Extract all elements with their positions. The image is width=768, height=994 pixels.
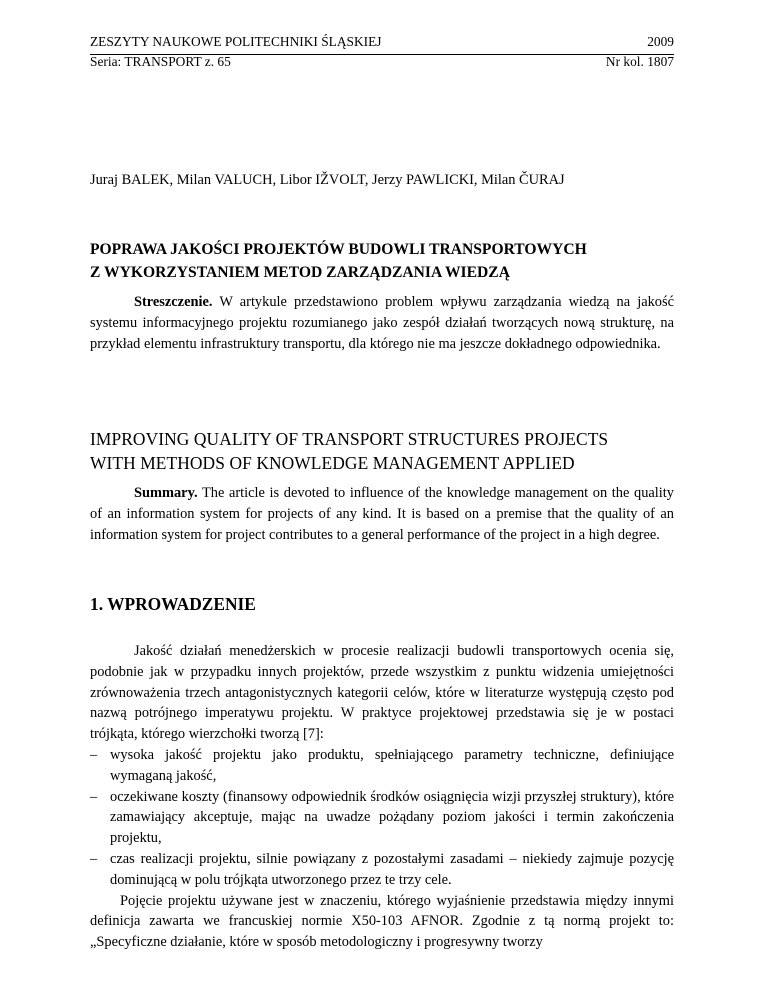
bullet-text: czas realizacji projektu, silnie powiązany z pozostałymi zasadami – niekiedy zajmuje pozycję dominującą w polu trójkąta utworzonego przez te trzy cele. — [110, 850, 674, 888]
bullet-list — [90, 745, 674, 891]
title-english-line-2: WITH METHODS OF KNOWLEDGE MANAGEMENT APPLIED — [90, 453, 575, 473]
journal-name: ZESZYTY NAUKOWE POLITECHNIKI ŚLĄSKIEJ — [90, 34, 382, 49]
bullet-dash: – — [90, 746, 98, 763]
abstract-polish-text: W artykule przedstawiono problem wpływu zarządzania wiedzą na jakość systemu informacyjnego projektu rozumianego jako zespół działań tworzących nową strukturę, na przykład elementu infrastruktury transportu, dla którego nie ma jeszcze dokładnego odpowiednika. — [90, 294, 674, 352]
bullet-dash: – — [90, 850, 98, 867]
journal-number: Nr kol. 1807 — [605, 54, 674, 69]
paragraph-2: Pojęcie projektu używane jest w znaczeniu, którego wyjaśnienie przedstawia między innymi definicja zawarta we francuskiej normie X50-103 AFNOR. Zgodnie z tą normą projekt to: „Specyficzne działanie, które w sposób metodologiczny i progresywny tworzy — [90, 892, 674, 951]
section-heading: 1. WPROWADZENIE — [90, 594, 256, 614]
paragraph-1: Jakość działań menedżerskich w procesie realizacji budowli transportowych ocenia się, podobnie jak w przypadku innych projektów, przede wszystkim z punktu widzenia umiejętności zrównoważenia trzech antagonistycznych kategorii celów, które w literaturze występują często pod nazwą potrójnego imperatywu projektu. W praktyce projektowej przedstawia się je w postaci trójkąta, którego wierzchołki tworzą [7]: — [90, 643, 674, 743]
section-body — [90, 641, 674, 953]
bullet-item — [90, 787, 674, 849]
journal-year: 2009 — [647, 34, 674, 49]
abstract-polish — [90, 292, 674, 355]
bullet-text: oczekiwane koszty (finansowy odpowiednik środków osiągnięcia wizji przyszłej struktury), które zamawiający akceptuje, mając na uwadze pożądany poziom jakości i termin zakończenia projektu, — [110, 788, 674, 847]
title-polish — [90, 238, 690, 284]
bullet-dash: – — [90, 788, 98, 805]
abstract-english-text: The article is devoted to influence of the knowledge management on the quality of an information system for projects of any kind. It is based on a premise that the quality of an information system for project contributes to a general performance of the project in a high degree. — [90, 485, 674, 543]
bullet-item — [90, 745, 674, 787]
author-list: Juraj BALEK, Milan VALUCH, Libor IŽVOLT, Jerzy PAWLICKI, Milan ČURAJ — [90, 172, 565, 188]
title-english — [90, 427, 690, 475]
bullet-text: wysoka jakość projektu jako produktu, spełniającego parametry techniczne, definiujące wymaganą jakość, — [110, 746, 674, 784]
journal-series: Seria: TRANSPORT z. 65 — [90, 54, 231, 69]
header-row-2 — [90, 52, 674, 72]
abstract-english — [90, 483, 674, 546]
abstract-english-label: Summary. — [134, 485, 198, 501]
title-english-line-1: IMPROVING QUALITY OF TRANSPORT STRUCTURES PROJECTS — [90, 429, 609, 449]
bullet-item — [90, 849, 674, 891]
header-row-1 — [90, 32, 674, 52]
running-header — [90, 32, 674, 72]
title-polish-line-1: POPRAWA JAKOŚCI PROJEKTÓW BUDOWLI TRANSPORTOWYCH — [90, 241, 587, 258]
abstract-polish-label: Streszczenie. — [134, 294, 213, 310]
title-polish-line-2: Z WYKORZYSTANIEM METOD ZARZĄDZANIA WIEDZĄ — [90, 264, 510, 281]
header-rule — [90, 54, 674, 55]
